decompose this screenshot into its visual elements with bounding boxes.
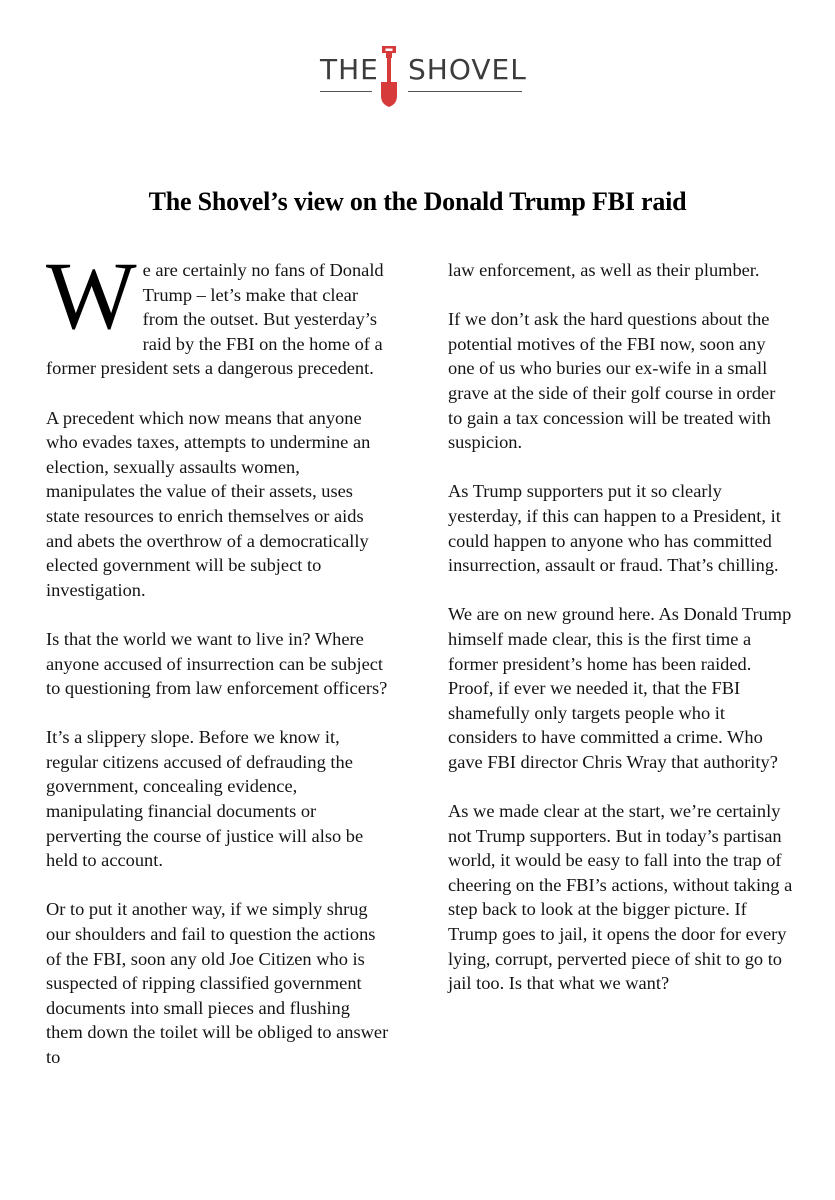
paragraph: If we don’t ask the hard questions about the potential motives of the FBI now, soon any one of us who buries our ex-wife in a small grave at the side of their golf course in order to gain a tax concession will be treated with suspicion. <box>448 309 776 453</box>
paragraph: Or to put it another way, if we simply shrug our shoulders and fail to question the actions of the FBI, soon any old Joe Citizen who is suspected of ripping classified government documents into small pieces and flushing them down the toilet will be obliged to answer to <box>46 899 389 1067</box>
paragraph: A precedent which now means that anyone who evades taxes, attempts to undermine an election, sexually assaults women, manipulates the value of their assets, uses state resources to enrich themselves or aids and abets the overthrow of a democratically elected government will be subject to investigation. <box>46 407 371 600</box>
logo-word-the: THE <box>320 53 379 86</box>
paragraph: Is that the world we want to live in? Where anyone accused of insurrection can be subject to questioning from law enforcement officers? <box>46 628 388 699</box>
logo-word-shovel: SHOVEL <box>408 53 527 86</box>
logo[interactable] <box>320 44 527 108</box>
paragraph: It’s a slippery slope. Before we know it, regular citizens accused of defrauding the government, concealing evidence, manipulating financial documents or perverting the course of justice will also be held to account. <box>46 727 364 871</box>
paragraph: law enforcement, as well as their plumber. <box>448 260 760 280</box>
article-column-left <box>46 242 391 1094</box>
paragraph: As Trump supporters put it so clearly yesterday, if this can happen to a President, it could happen to anyone who has committed insurrection, assault or fraud. That’s chilling. <box>448 481 781 576</box>
logo-underline-right <box>408 91 522 92</box>
article-column-right <box>448 258 793 1020</box>
paragraph: As we made clear at the start, we’re certainly not Trump supporters. But in today’s partisan world, it would be easy to fall into the trap of cheering on the FBI’s actions, without taking a step back to look at the bigger picture. If Trump goes to jail, it opens the door for every lying, corrupt, perverted piece of shit to go to jail too. Is that what we want? <box>448 801 793 994</box>
paragraph <box>46 242 391 381</box>
drop-cap: W <box>46 242 137 349</box>
article-title: The Shovel’s view on the Donald Trump FBI raid <box>148 187 687 217</box>
paragraph: We are on new ground here. As Donald Trump himself made clear, this is the first time a former president’s home has been raided. Proof, if ever we needed it, that the FBI shamefully only targets people who it considers to have committed a crime. Who gave FBI director Chris Wray that authority? <box>448 604 792 772</box>
logo-underline-left <box>320 91 372 92</box>
shovel-icon <box>378 44 400 108</box>
masthead <box>0 44 835 114</box>
paragraph-text: e are certainly no fans of Donald Trump – let’s make that clear from the outset. But yesterday’s raid by the FBI on the home of a former president sets a dangerous precedent. <box>46 260 384 379</box>
